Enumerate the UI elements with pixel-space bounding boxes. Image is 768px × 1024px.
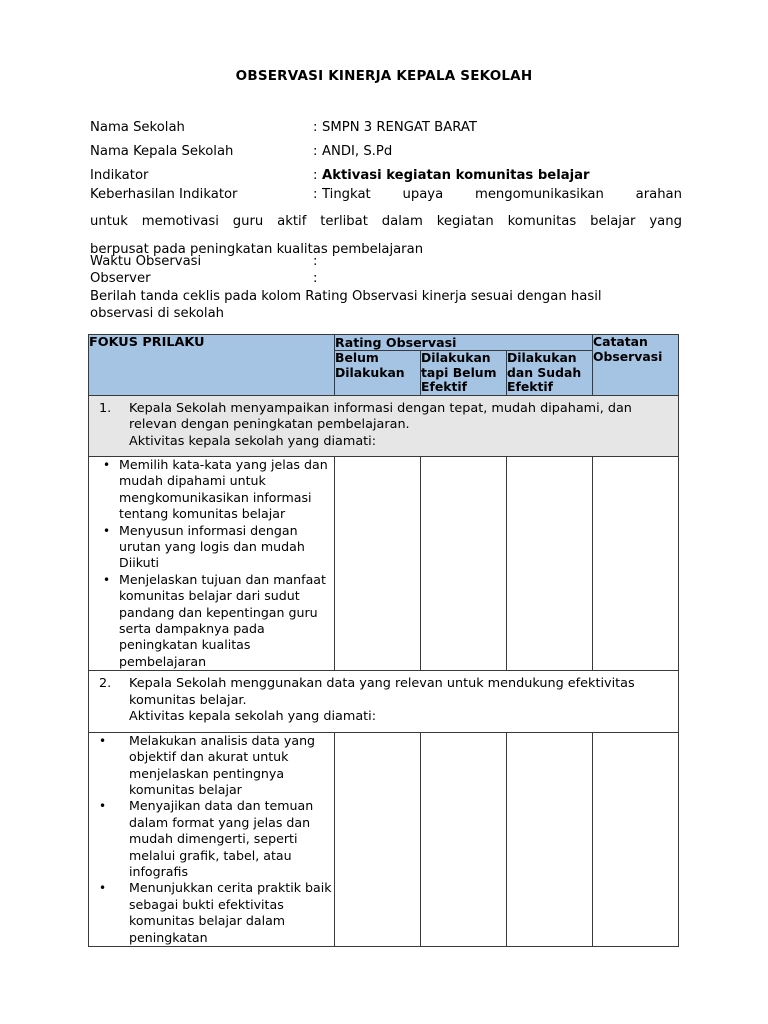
page-title: OBSERVASI KINERJA KEPALA SEKOLAH bbox=[235, 68, 533, 84]
section-subtitle: Aktivitas kepala sekolah yang diamati: bbox=[129, 709, 377, 725]
word: kegiatan bbox=[436, 214, 494, 229]
meta-label: Observer bbox=[90, 271, 151, 286]
identity-label: Nama Sekolah bbox=[90, 120, 185, 135]
section-bullets-row bbox=[89, 732, 679, 946]
section-bullets-cell bbox=[89, 732, 335, 946]
bullet-list bbox=[89, 457, 334, 670]
word: yang bbox=[649, 214, 682, 229]
header-fokus-prilaku: FOKUS PRILAKU bbox=[89, 335, 335, 396]
word: aktif bbox=[277, 214, 307, 229]
identity-separator: : bbox=[313, 168, 318, 183]
bullet-list bbox=[89, 733, 334, 946]
header-dilakukan-tapi-belum-efektif: Dilakukan tapi Belum Efektif bbox=[421, 351, 507, 396]
section-number: 1. bbox=[99, 400, 112, 416]
success-indicator-line-1 bbox=[322, 182, 682, 208]
instruction-line-2: observasi di sekolah bbox=[90, 306, 225, 321]
word: belajar bbox=[590, 214, 636, 229]
success-indicator-line-2 bbox=[90, 208, 682, 236]
list-item: • Menyusun informasi dengan urutan yang logis dan mudah Diikuti bbox=[89, 523, 334, 572]
word: Tingkat bbox=[322, 187, 371, 202]
identity-row bbox=[90, 140, 682, 164]
section-statement-text: Kepala Sekolah menggunakan data yang relevan untuk mendukung efektivitas komunitas belajar. bbox=[129, 676, 635, 708]
meta-row-observer bbox=[90, 270, 682, 287]
identity-row bbox=[90, 116, 682, 140]
rating-cell-belum-dilakukan[interactable] bbox=[335, 732, 421, 946]
identity-separator: : bbox=[313, 144, 318, 159]
section-bullets-row bbox=[89, 457, 679, 671]
observation-meta-block bbox=[90, 253, 682, 287]
word: terlibat bbox=[320, 214, 368, 229]
section-number: 2. bbox=[99, 676, 112, 692]
word: arahan bbox=[635, 187, 682, 202]
section-statement-inner bbox=[99, 676, 672, 726]
meta-label: Waktu Observasi bbox=[90, 254, 202, 269]
success-indicator-label: Keberhasilan Indikator bbox=[90, 187, 238, 202]
success-indicator-separator: : bbox=[313, 187, 318, 202]
section-statement-row bbox=[89, 671, 679, 733]
list-item: • Menyajikan data dan temuan dalam format yang jelas dan mudah dimengerti, seperti melalui grafik, tabel, atau infografis bbox=[89, 798, 334, 880]
instruction-line-1: Berilah tanda ceklis pada kolom Rating Observasi kinerja sesuai dengan hasil bbox=[90, 289, 602, 304]
meta-separator: : bbox=[313, 271, 318, 286]
identity-value: ANDI, S.Pd bbox=[322, 144, 393, 159]
meta-row-waktu bbox=[90, 253, 682, 270]
header-rating-observasi: Rating Observasi bbox=[335, 335, 593, 351]
identity-block bbox=[90, 116, 682, 188]
word: upaya bbox=[402, 187, 444, 202]
section-statement-row bbox=[89, 395, 679, 457]
list-item: • Melakukan analisis data yang objektif dan akurat untuk menjelaskan pentingnya komunitas belajar bbox=[89, 733, 334, 799]
word: dalam bbox=[381, 214, 423, 229]
identity-value: SMPN 3 RENGAT BARAT bbox=[322, 120, 477, 135]
header-catatan-observasi: Catatan Observasi bbox=[593, 335, 679, 396]
success-indicator-first-row bbox=[90, 182, 682, 208]
success-indicator-line-3: berpusat pada peningkatan kualitas pembelajaran bbox=[90, 242, 424, 257]
section-statement-inner bbox=[99, 401, 672, 451]
section-statement-cell bbox=[89, 395, 679, 457]
meta-separator: : bbox=[313, 254, 318, 269]
rating-cell-dilakukan-tapi-belum-efektif[interactable] bbox=[421, 732, 507, 946]
catatan-observasi-cell[interactable] bbox=[593, 732, 679, 946]
observation-table bbox=[88, 334, 679, 947]
section-statement-cell bbox=[89, 671, 679, 733]
section-statement-text: Kepala Sekolah menyampaikan informasi dengan tepat, mudah dipahami, dan relevan dengan peningkatan pembelajaran. bbox=[129, 400, 632, 432]
header-belum-dilakukan: Belum Dilakukan bbox=[335, 351, 421, 396]
section-bullets-cell bbox=[89, 457, 335, 671]
catatan-observasi-cell[interactable] bbox=[593, 457, 679, 671]
identity-value-indicator: Aktivasi kegiatan komunitas belajar bbox=[322, 168, 590, 183]
header-dilakukan-dan-sudah-efektif: Dilakukan dan Sudah Efektif bbox=[507, 351, 593, 396]
list-item: • Menjelaskan tujuan dan manfaat komunitas belajar dari sudut pandang dan kepentingan guru serta dampaknya pada peningkatan kualitas pembelajaran bbox=[89, 572, 334, 670]
word: guru bbox=[232, 214, 264, 229]
rating-cell-dilakukan-tapi-belum-efektif[interactable] bbox=[421, 457, 507, 671]
identity-separator: : bbox=[313, 120, 318, 135]
section-subtitle: Aktivitas kepala sekolah yang diamati: bbox=[129, 433, 377, 449]
list-item: • Memilih kata-kata yang jelas dan mudah dipahami untuk mengkomunikasikan informasi tentang komunitas belajar bbox=[89, 457, 334, 523]
list-item: • Menunjukkan cerita praktik baik sebagai bukti efektivitas komunitas belajar dalam peningkatan bbox=[89, 880, 334, 946]
word: untuk bbox=[90, 214, 128, 229]
word: memotivasi bbox=[141, 214, 219, 229]
instruction-text bbox=[90, 288, 682, 322]
rating-cell-dilakukan-dan-sudah-efektif[interactable] bbox=[507, 732, 593, 946]
success-indicator-block bbox=[90, 182, 682, 264]
identity-label: Indikator bbox=[90, 168, 149, 183]
word: komunitas bbox=[507, 214, 577, 229]
word: mengomunikasikan bbox=[474, 187, 604, 202]
table-header-row-1 bbox=[89, 335, 679, 351]
identity-label: Nama Kepala Sekolah bbox=[90, 144, 234, 159]
rating-cell-belum-dilakukan[interactable] bbox=[335, 457, 421, 671]
rating-cell-dilakukan-dan-sudah-efektif[interactable] bbox=[507, 457, 593, 671]
